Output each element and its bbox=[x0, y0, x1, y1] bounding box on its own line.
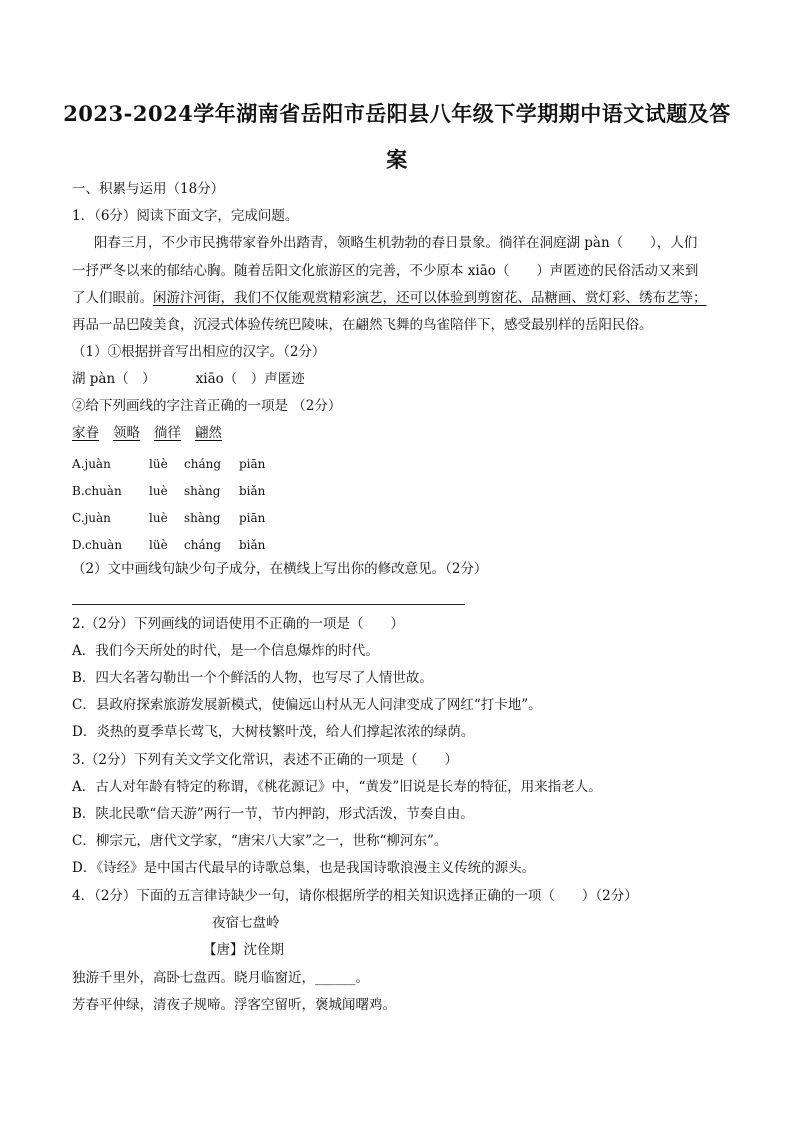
option-d-1: D.chuàn bbox=[72, 538, 123, 552]
option-b-1: B.chuàn bbox=[72, 484, 122, 498]
option-c-4: piān bbox=[239, 511, 266, 525]
q3-option-c: C．柳宗元，唐代文学家，“唐宋八大家”之一，世称“柳河东”。 bbox=[72, 833, 448, 849]
option-b bbox=[72, 482, 265, 500]
q3-stem: 3.（2分）下列有关文学文化常识，表述不正确的一项是（ ） bbox=[72, 752, 458, 768]
option-a-2: lüè bbox=[149, 457, 168, 471]
option-a-1: A.juàn bbox=[72, 457, 111, 471]
answer-blank-line bbox=[72, 604, 465, 605]
q1-passage-line3-plain: 了人们眼前。 bbox=[72, 290, 153, 306]
q2-option-a: A．我们今天所处的时代，是一个信息爆炸的时代。 bbox=[72, 643, 379, 659]
word-linglue: 领略 bbox=[113, 425, 140, 441]
q1-word-list bbox=[72, 424, 222, 442]
word-pianran: 翩然 bbox=[195, 425, 222, 441]
option-d-2: lüè bbox=[149, 538, 168, 552]
option-c bbox=[72, 509, 265, 527]
q1-passage-line3 bbox=[72, 289, 707, 307]
option-d-3: cháng bbox=[184, 538, 222, 552]
option-a-3: cháng bbox=[184, 457, 222, 471]
blank-xiao: xiāo（ ）声匿迹 bbox=[195, 371, 305, 387]
q1-stem: 1．（6分）阅读下面文字，完成问题。 bbox=[72, 208, 299, 224]
q1-sub1-blanks bbox=[72, 370, 305, 388]
poem-line2: 芳春平仲绿，清夜子规啼。浮客空留听，褒城闻曙鸡。 bbox=[72, 997, 396, 1013]
q1-sub1: （1）①根据拼音写出相应的汉字。（2分） bbox=[72, 344, 326, 360]
option-b-2: luè bbox=[149, 484, 168, 498]
q4-stem: 4．（2分）下面的五言律诗缺少一句，请你根据所学的相关知识选择正确的一项（ ）（2分） bbox=[72, 888, 638, 904]
q2-option-b: B．四大名著勾勒出一个个鲜活的人物，也写尽了人情世故。 bbox=[72, 670, 433, 686]
q2-stem: 2.（2分）下列画线的词语使用不正确的一项是（ ） bbox=[72, 616, 404, 632]
q1-passage-line1: 阳春三月，不少市民携带家眷外出踏青，领略生机勃勃的春日景象。徜徉在洞庭湖 pàn（ ），人们 bbox=[94, 235, 698, 251]
q3-option-d: D．《诗经》是中国古代最早的诗歌总集，也是我国诗歌浪漫主义传统的源头。 bbox=[72, 860, 536, 876]
blank-pan: 湖 pàn（ ） bbox=[72, 371, 156, 387]
q1-passage-line2: 一抒严冬以来的郁结心胸。随着岳阳文化旅游区的完善，不少原本 xiāo（ ）声匿迹的民俗活动又来到 bbox=[72, 263, 699, 279]
section-heading: 一、积累与运用（18分） bbox=[72, 181, 225, 197]
option-c-1: C.juàn bbox=[72, 511, 111, 525]
option-d bbox=[72, 536, 265, 554]
option-d-4: biǎn bbox=[239, 538, 266, 552]
q3-option-a: A．古人对年龄有特定的称谓，《桃花源记》中，“黄发”旧说是长寿的特征，用来指老人。 bbox=[72, 779, 602, 795]
word-jiajuan: 家眷 bbox=[72, 425, 99, 441]
word-changyang: 徜徉 bbox=[154, 425, 181, 441]
doc-title-line1: 2023-2024学年湖南省岳阳市岳阳县八年级下学期期中语文试题及答 bbox=[63, 101, 731, 126]
poem-author: 【唐】沈佺期 bbox=[203, 942, 284, 958]
q3-option-b: B．陕北民歌“信天游”两行一节，节内押韵，形式活泼，节奏自由。 bbox=[72, 806, 474, 822]
q1-sub3: （2）文中画线句缺少句子成分，在横线上写出你的修改意见。（2分） bbox=[72, 561, 488, 577]
q1-underlined-sentence: 闲游汴河街，我们不仅能观赏精彩演艺，还可以体验到剪窗花、品糖画、赏灯彩、绣布艺等； bbox=[153, 290, 707, 306]
q2-option-c: C．县政府探索旅游发展新模式，使偏远山村从无人问津变成了网红“打卡地”。 bbox=[72, 697, 542, 713]
option-a-4: piān bbox=[239, 457, 266, 471]
option-b-4: biǎn bbox=[239, 484, 266, 498]
q2-option-d: D．炎热的夏季草长莺飞，大树枝繁叶茂，给人们撑起浓浓的绿荫。 bbox=[72, 724, 475, 740]
q1-passage-line4: 再品一品巴陵美食，沉浸式体验传统巴陵味，在翩然飞舞的鸟雀陪伴下，感受最别样的岳阳民俗。 bbox=[72, 317, 653, 333]
option-c-2: luè bbox=[149, 511, 168, 525]
option-b-3: shàng bbox=[184, 484, 221, 498]
poem-line1: 独游千里外，高卧七盘西。晓月临窗近，______。 bbox=[72, 970, 369, 986]
poem-title: 夜宿七盘岭 bbox=[212, 915, 280, 931]
q1-sub2: ②给下列画线的字注音正确的一项是 （2分） bbox=[72, 398, 342, 414]
doc-title-line2: 案 bbox=[386, 147, 408, 172]
option-c-3: shàng bbox=[184, 511, 221, 525]
option-a bbox=[72, 455, 265, 473]
